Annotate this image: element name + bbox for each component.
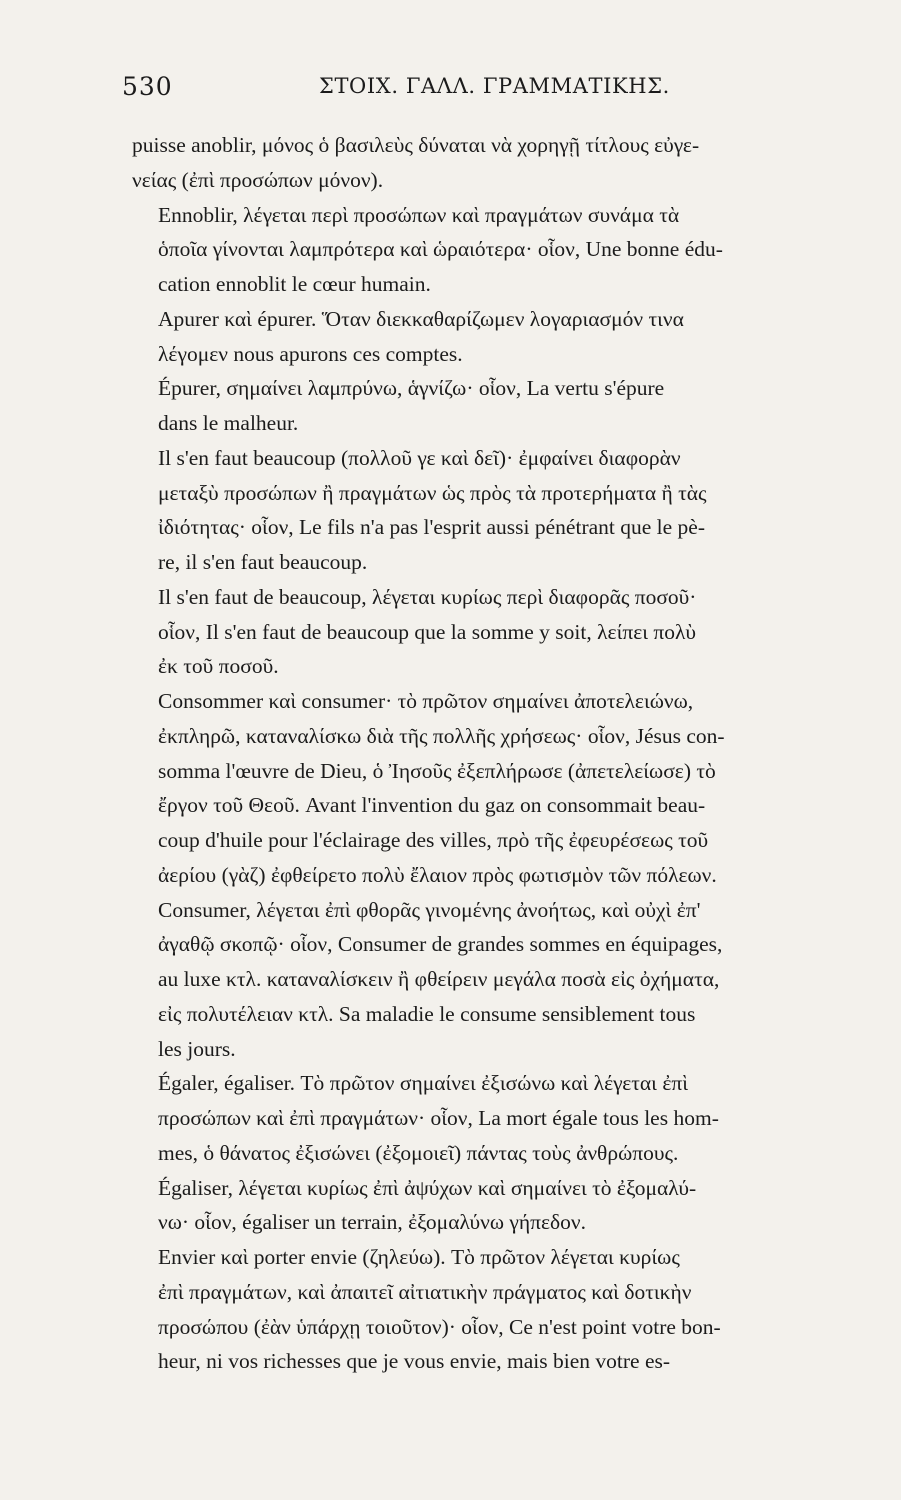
paragraph [132,893,850,1067]
text-line: Envier καὶ porter envie (ζηλεύω). Τὸ πρῶτον λέγεται κυρίως [158,1245,680,1269]
text-line: ἔργον τοῦ Θεοῦ. Avant l'invention du gaz on consommait beau- [158,793,706,818]
text-line: heur, ni vos richesses que je vous envie, mais bien votre es- [158,1349,671,1374]
text-line: λέγομεν nous apurons ces comptes. [158,341,463,366]
text-line: νείας (ἐπὶ προσώπων μόνον). [132,167,384,192]
paragraph [132,128,850,198]
text-line: Égaliser, λέγεται κυρίως ἐπὶ ἀψύχων καὶ σημαίνει τὸ ἐξομαλύ- [158,1175,697,1200]
paragraph [132,371,850,441]
running-head: ΣΤΟΙΧ. ΓΑΛΛ. ΓΡΑΜΜΑΤΙΚΗΣ. [319,74,670,98]
paragraph [132,1240,850,1379]
page-number: 530 [122,72,173,101]
text-line: προσώπου (ἐὰν ὑπάρχῃ τοιοῦτον)· οἷον, Ce n'est point votre bon- [158,1314,721,1339]
text-line: mes, ὁ θάνατος ἐξισώνει (ἐξομοιεῖ) πάντας τοὺς ἀνθρώπους. [158,1140,679,1165]
paragraph [132,441,850,580]
text-line: Consommer καὶ consumer· τὸ πρῶτον σημαίνει ἀποτελειώνω, [158,689,694,713]
paragraph [132,580,850,684]
paragraph [132,1171,850,1241]
text-line: ἀερίου (γὰζ) ἐφθείρετο πολὺ ἔλαιον πρὸς φωτισμὸν τῶν πόλεων. [158,862,717,887]
text-line: au luxe κτλ. καταναλίσκειν ἢ φθείρειν μεγάλα ποσὰ εἰς ὀχήματα, [158,967,720,991]
page-header [122,72,850,108]
text-line: ὁποῖα γίνονται λαμπρότερα καὶ ὡραιότερα· οἷον, Une bonne édu- [158,237,723,262]
paragraph [132,198,850,302]
text-line: coup d'huile pour l'éclairage des villes, πρὸ τῆς ἐφευρέσεως τοῦ [158,828,709,852]
paragraph [132,302,850,372]
text-line: puisse anoblir, μόνος ὁ βασιλεὺς δύναται νὰ χορηγῇ τίτλους εὐγε- [132,133,700,157]
text-line: οἷον, Il s'en faut de beaucoup que la somme y soit, λείπει πολὺ [158,619,697,644]
text-line: dans le malheur. [158,411,299,435]
paragraph [132,684,850,893]
text-line: ἐκπληρῶ, καταναλίσκω διὰ τῆς πολλῆς χρήσεως· οἷον, Jésus con- [158,723,725,748]
text-line: cation ennoblit le cœur humain. [158,272,431,296]
text-line: somma l'œuvre de Dieu, ὁ Ἰησοῦς ἐξεπλήρωσε (ἀπετελείωσε) τὸ [158,758,716,783]
text-line: Il s'en faut de beaucoup, λέγεται κυρίως περὶ διαφορᾶς ποσοῦ· [158,584,697,609]
text-line: Apurer καὶ épurer. Ὅταν διεκκαθαρίζωμεν λογαριασμόν τινα [158,306,684,331]
text-line: re, il s'en faut beaucoup. [158,550,368,574]
body-text [132,128,850,1379]
text-line: Consumer, λέγεται ἐπὶ φθορᾶς γινομένης ἀνοήτως, καὶ οὐχὶ ἐπ' [158,897,701,922]
text-line: Il s'en faut beaucoup (πολλοῦ γε καὶ δεῖ)· ἐμφαίνει διαφορὰν [158,445,681,470]
text-line: ἐπὶ πραγμάτων, καὶ ἀπαιτεῖ αἰτιατικὴν πράγματος καὶ δοτικὴν [158,1279,692,1304]
paragraph [132,1066,850,1170]
text-line: Ennoblir, λέγεται περὶ προσώπων καὶ πραγμάτων συνάμα τὰ [158,202,680,227]
text-line: νω· οἷον, égaliser un terrain, ἐξομαλύνω γήπεδον. [158,1210,587,1235]
text-line: μεταξὺ προσώπων ἢ πραγμάτων ὡς πρὸς τὰ προτερήματα ἢ τὰς [158,480,707,505]
text-line: ἀγαθῷ σκοπῷ· οἷον, Consumer de grandes sommes en équipages, [158,932,723,957]
text-line: ἐκ τοῦ ποσοῦ. [158,654,279,679]
text-line: εἰς πολυτέλειαν κτλ. Sa maladie le consume sensiblement tous [158,1001,696,1026]
text-line: προσώπων καὶ ἐπὶ πραγμάτων· οἷον, La mort égale tous les hom- [158,1106,719,1130]
text-line: Épurer, σημαίνει λαμπρύνω, ἁγνίζω· οἷον, La vertu s'épure [158,376,665,401]
text-line: ἰδιότητας· οἷον, Le fils n'a pas l'esprit aussi pénétrant que le pè- [158,515,706,540]
text-line: Égaler, égaliser. Τὸ πρῶτον σημαίνει ἐξισώνω καὶ λέγεται ἐπὶ [158,1071,689,1096]
text-line: les jours. [158,1036,236,1061]
